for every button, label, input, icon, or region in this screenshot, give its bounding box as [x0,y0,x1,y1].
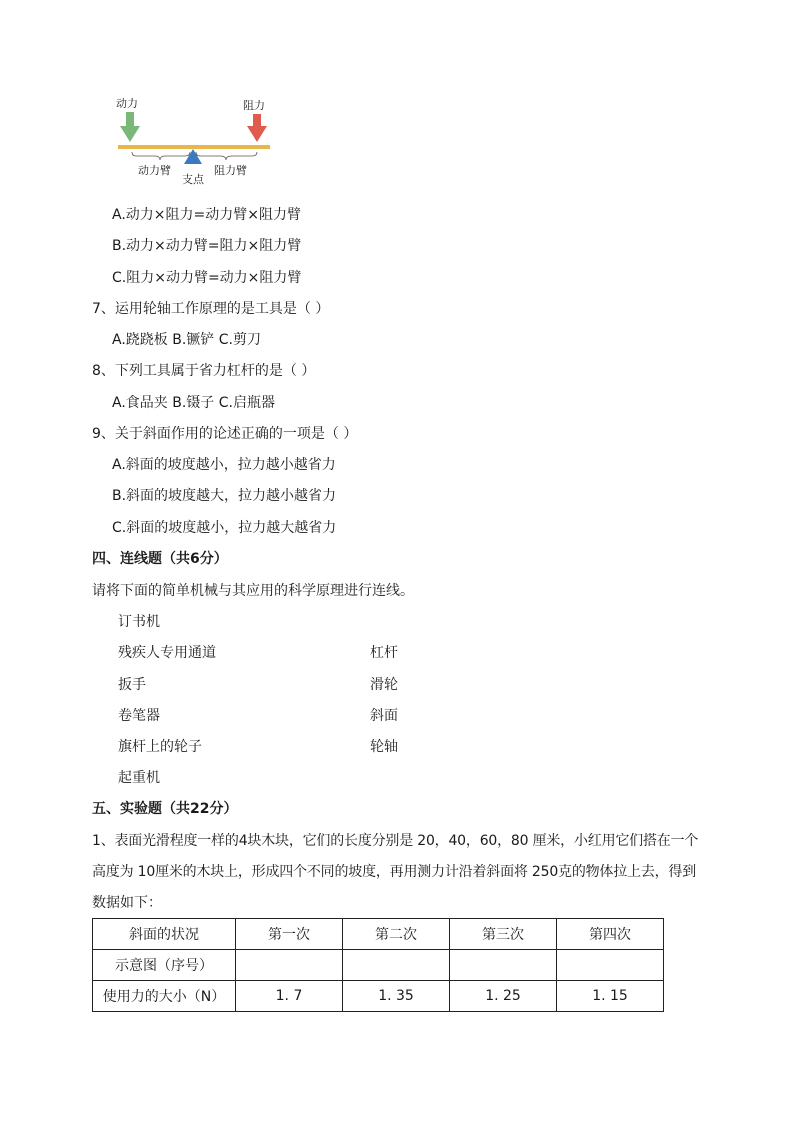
table-cell-force: 1. 35 [343,981,450,1012]
match-left-item: 卷笔器 [118,708,160,724]
q9-stem: 9、关于斜面作用的论述正确的一项是（ ） [92,426,358,442]
table-row [93,950,664,981]
table-cell-empty[interactable] [557,950,664,981]
table-cell-force: 1. 25 [450,981,557,1012]
match-left-item: 起重机 [118,770,160,786]
table-cell-force: 1. 7 [236,981,343,1012]
effort-arm-label: 动力臂 [138,164,171,177]
q7-options: A.跷跷板 B.镢铲 C.剪刀 [112,332,261,348]
table-row [93,981,664,1012]
table-cell-empty[interactable] [236,950,343,981]
table-cell-force: 1. 15 [557,981,664,1012]
match-left-item: 订书机 [118,614,160,630]
table-row [93,919,664,950]
match-left-item: 旗杆上的轮子 [118,739,202,755]
effort-label: 动力 [116,97,138,110]
table-header-cell: 斜面的状况 [93,919,236,950]
q6-option-c: C.阻力×动力臂=动力×阻力臂 [112,270,302,286]
match-right-item: 杠杆 [370,645,398,661]
match-right-item: 斜面 [370,708,398,724]
table-cell-empty[interactable] [343,950,450,981]
experiment-q1-line2: 高度为 10厘米的木块上，形成四个不同的坡度，再用测力计沿着斜面将 250克的物体拉上去，得到 [92,864,697,880]
resistance-arm-brace [196,152,257,160]
match-right-item: 轮轴 [370,739,398,755]
section4-instruction: 请将下面的简单机械与其应用的科学原理进行连线。 [92,583,414,599]
section4-title: 四、连线题（共6分） [92,551,228,567]
table-header-cell: 第四次 [557,919,664,950]
resistance-arrow-shaft [253,114,261,128]
experiment-table [92,918,664,1012]
table-header-cell: 第二次 [343,919,450,950]
resistance-arm-label: 阻力臂 [214,164,247,177]
fulcrum-label: 支点 [182,173,204,186]
effort-arrow-shaft [126,112,134,128]
q8-options: A.食品夹 B.镊子 C.启瓶器 [112,395,275,411]
q6-option-b: B.动力×动力臂=阻力×阻力臂 [112,238,302,254]
effort-arm-brace [132,152,190,160]
table-header-cell: 第三次 [450,919,557,950]
table-cell-empty[interactable] [450,950,557,981]
q7-stem: 7、运用轮轴工作原理的是工具是（ ） [92,301,330,317]
section5-title: 五、实验题（共22分） [92,801,238,817]
experiment-q1-line1: 1、表面光滑程度一样的4块木块，它们的长度分别是 20，40，60，80 厘米，小红用它们搭在一个 [92,833,699,849]
effort-arrow-head [120,126,140,142]
resistance-arrow-head [247,126,267,142]
match-right-item: 滑轮 [370,677,398,693]
table-row-label: 示意图（序号） [93,950,236,981]
q9-option-c: C.斜面的坡度越小，拉力越大越省力 [112,520,337,536]
match-left-item: 扳手 [118,677,146,693]
table-row-label: 使用力的大小（N） [93,981,236,1012]
q6-option-a: A.动力×阻力=动力臂×阻力臂 [112,207,301,223]
resistance-label: 阻力 [243,99,265,112]
experiment-q1-line3: 数据如下： [92,895,162,911]
q9-option-b: B.斜面的坡度越大，拉力越小越省力 [112,488,337,504]
match-left-item: 残疾人专用通道 [118,645,216,661]
q9-option-a: A.斜面的坡度越小，拉力越小越省力 [112,457,336,473]
lever-bar [118,145,270,149]
table-header-cell: 第一次 [236,919,343,950]
fulcrum-triangle [184,149,202,164]
lever-diagram [110,92,290,192]
q8-stem: 8、下列工具属于省力杠杆的是（ ） [92,363,316,379]
